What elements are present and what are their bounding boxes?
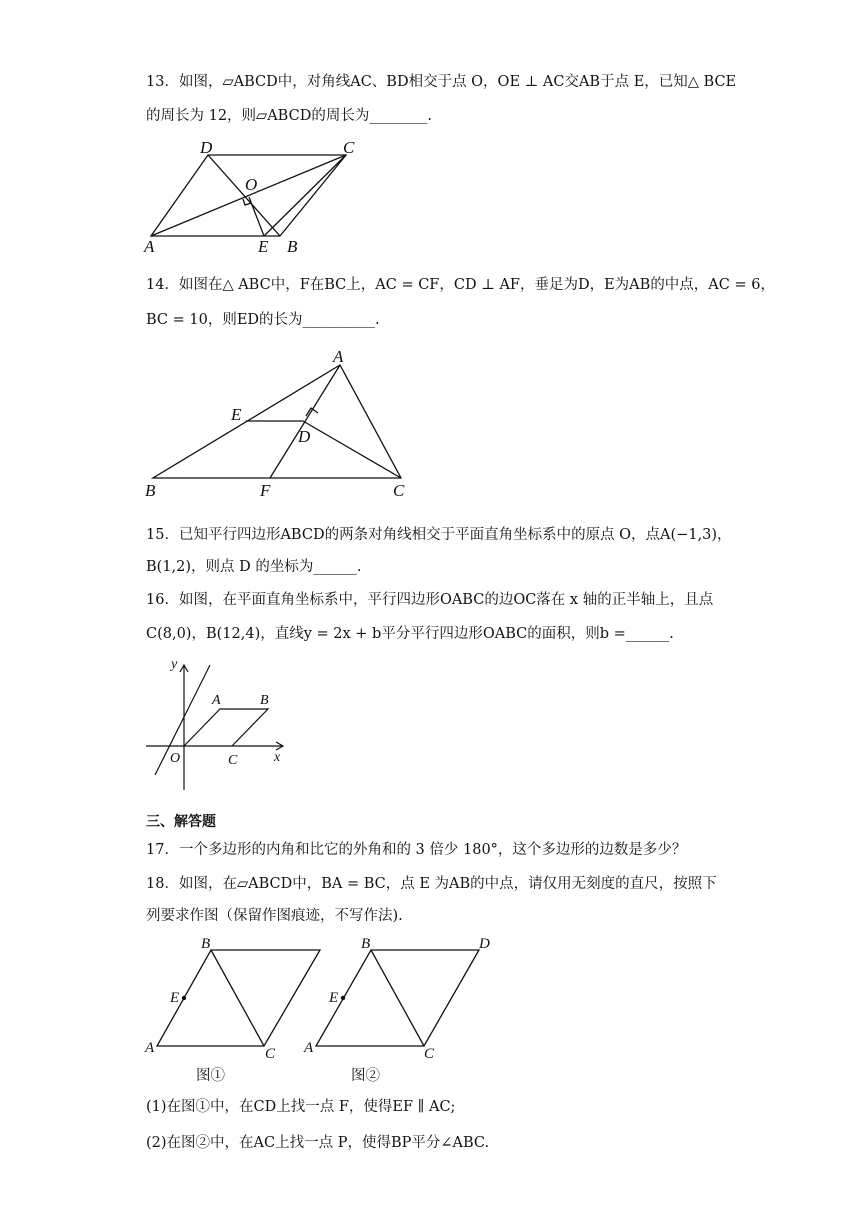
fig14-label-e: E — [231, 405, 242, 424]
figure-caption-1: 图① — [196, 1068, 225, 1084]
q15-line1: 15．已知平行四边形ABCD的两条对角线相交于平面直角坐标系中的原点 O，点A(−1,3)， — [146, 527, 732, 543]
q13-line2: 的周长为 12，则▱ABCD的周长为________. — [146, 108, 432, 124]
fig16-label-b: B — [260, 693, 269, 708]
q18-sub1: (1)在图①中，在CD上找一点 F，使得EF ∥ AC; — [146, 1099, 456, 1115]
fig18a-label-e: E — [170, 990, 180, 1006]
fig18b-label-c: C — [424, 1046, 435, 1062]
q14-line1: 14．如图在△ ABC中，F在BC上，AC = CF，CD ⊥ AF，垂足为D，E为AB的中点，AC = 6， — [146, 277, 775, 293]
q14-line2: BC = 10，则ED的长为__________. — [146, 312, 380, 328]
q18-line1: 18．如图，在▱ABCD中，BA = BC，点 E 为AB的中点，请仅用无刻度的直尺，按照下 — [146, 876, 717, 892]
fig16-label-o: O — [170, 751, 181, 766]
q15-line2: B(1,2)，则点 D 的坐标为______. — [146, 559, 362, 575]
fig18a-label-c: C — [265, 1046, 276, 1062]
fig16-label-c: C — [228, 753, 238, 768]
fig18b-label-a: A — [304, 1040, 314, 1056]
fig13-label-a: A — [144, 237, 155, 256]
fig13-label-e: E — [258, 237, 269, 256]
fig18b-label-e: E — [329, 990, 339, 1006]
fig18a-label-a: A — [145, 1040, 155, 1056]
fig18b-label-d: D — [479, 936, 490, 952]
fig16-label-a: A — [212, 693, 221, 708]
fig14-label-b: B — [145, 481, 156, 500]
fig13-label-c: C — [343, 138, 355, 157]
q13-line1: 13．如图，▱ABCD中，对角线AC、BD相交于点 O，OE ⊥ AC交AB于点 E，已知△ BCE — [146, 74, 737, 90]
fig14-label-c: C — [393, 481, 405, 500]
q18-sub2: (2)在图②中，在AC上找一点 P，使得BP平分∠ABC. — [146, 1135, 490, 1151]
q16-line1: 16．如图，在平面直角坐标系中，平行四边形OABC的边OC落在 x 轴的正半轴上，且点 — [146, 592, 714, 608]
fig14-label-d: D — [298, 427, 311, 446]
fig13-label-o: O — [245, 175, 258, 194]
fig14-label-a: A — [333, 347, 344, 366]
fig18a-label-b: B — [201, 936, 211, 952]
fig13-label-d: D — [200, 138, 213, 157]
q16-line2: C(8,0)，B(12,4)，直线y = 2x + b平分平行四边形OABC的面积，则b =______. — [146, 626, 674, 642]
section-heading: 三、解答题 — [146, 814, 216, 830]
fig18b-label-b: B — [361, 936, 371, 952]
fig16-label-x: x — [274, 750, 281, 765]
q18-line2: 列要求作图（保留作图痕迹，不写作法). — [146, 908, 403, 924]
fig14-label-f: F — [260, 481, 271, 500]
fig13-label-b: B — [287, 237, 298, 256]
q17-text: 17．一个多边形的内角和比它的外角和的 3 倍少 180°，这个多边形的边数是多少？ — [146, 842, 687, 858]
fig16-label-y: y — [171, 657, 178, 672]
figure-caption-2: 图② — [351, 1068, 380, 1084]
